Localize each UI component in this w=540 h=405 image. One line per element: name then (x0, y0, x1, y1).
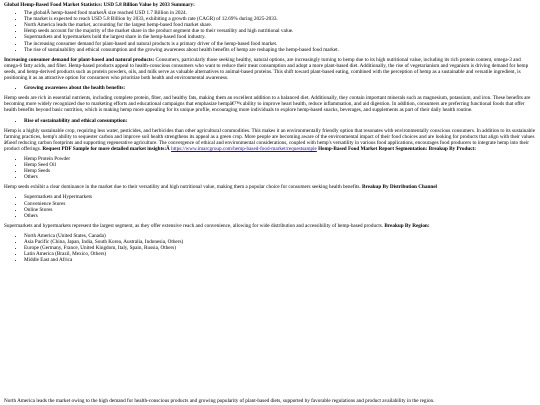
list-item: • The market is expected to reach USD 5.8 Billion by 2033, exhibiting a growth rate (CAGR) of 12.69% during 2025-2033. (24, 16, 536, 22)
product-note-paragraph (4, 184, 536, 190)
health-subhead (4, 85, 536, 91)
list-item: • North America leads the market, accounting for the largest hemp-based food market share. (24, 22, 536, 28)
list-item: • Middle East and Africa (24, 257, 536, 263)
region-list (4, 233, 536, 263)
sustain-body: Hemp is a highly sustainable crop, requiring less water, pesticides, and herbicides than other agricultural commodities. This makes it an environmentally friendly option that resonates with environmentally conscious consumers. In addition to its sustainable farming practices, hemp's ability to sequester carbon and improve soil health strengthens its appeal as a green crop. More people are becoming aware of the environmental impact of their food choices and are looking for products that align with their values â€œof reducing carbon footprints and supporting regenerative agriculture. The convergence of ethical and environmental considerations, coupled with hemp's versatility in various food applications, encourages food producers to integrate hemp into their product offerings. (4, 127, 536, 152)
list-item: • Others (24, 174, 536, 180)
health-body: Hemp seeds are rich in essential nutrients, including complete protein, fiber, and healthy fats, making them an excellent addition to a balanced diet. Additionally, they contain important minerals such as magnesium, potassium, and iron. These benefits are becoming more widely recognized due to marketing efforts and educational campaigns that emphasize hempâ€™s ability to improve heart health, reduce inflammation, and aid digestion. In addition, consumers are preferring functional foods that offer health benefits beyond basic nutrition, which is making hemp more appealing for its unique profile, encouraging more individuals to explore hemp-based snacks, beverages, and supplements as part of their daily health routine. (4, 95, 531, 114)
list-item: • Convenience Stores (24, 201, 536, 207)
list-item: • Asia Pacific (China, Japan, India, South Korea, Australia, Indonesia, Others) (24, 239, 536, 245)
list-item: • Others (24, 213, 536, 219)
list-item: • Europe (Germany, France, United Kingdom, Italy, Spain, Russia, Others) (24, 245, 536, 251)
list-item: • Hemp Seeds (24, 168, 536, 174)
product-list (4, 156, 536, 180)
list-item: • The rise of sustainability and ethical consumption and the growing awareness about health benefits of hemp are reshaping the hemp-based food market. (24, 47, 536, 53)
channel-list (4, 194, 536, 218)
sample-label: Request PDF Sample for more detailed market insights:Â (42, 145, 172, 152)
list-item: • North America (United States, Canada) (24, 233, 536, 239)
region-heading: Breakup By Region: (384, 222, 430, 229)
list-item: • Hemp Seed Oil (24, 162, 536, 168)
request-sample-link[interactable]: https://www.imarcgroup.com/hemp-based-food-market/requestsample (171, 145, 317, 152)
demand-body: Consumers, particularly those seeking healthy, natural options, are increasingly turning to hemp due to its high nutritional value, including its rich protein content, omega-3 and omega-6 fatty acids, and fiber. Hemp-based products appeal to health-conscious consumers who want to reduce their meat consumption and adopt a more plant-based diet. Additionally, the rise of vegetarianism and veganism is driving demand for hemp seeds, and hemp-derived products such as protein powders, oils, and milk serve as valuable alternatives to animal-based proteins. This shift toward plant-based eating, combined with the perception of hemp as a sustainable and versatile ingredient, is positioning it as an attractive option for consumers who prioritize both health and environmental awareness. (4, 56, 529, 82)
list-item: • Supermarkets and Hypermarkets (24, 194, 536, 200)
sustain-heading: • Rise of sustainability and ethical consumption: (24, 118, 536, 124)
list-item: • Online Stores (24, 207, 536, 213)
product-note: Hemp seeds exhibit a clear dominance in the market due to their versatility and high nutritional value, making them a popular choice for consumers seeking health benefits. (4, 184, 362, 191)
segmentation-heading: Hemp-Based Food Market Report Segmentation: Breakup By Product: (316, 145, 477, 152)
channel-heading: Breakup By Distribution Channel (361, 184, 437, 191)
summary-title: Global Hemp-Based Food Market Statistics: USD 5.8 Billion Value by 2033 Summary: (4, 2, 195, 8)
channel-note: Supermarkets and hypermarkets represent the largest segment, as they offer extensive reach and convenience, allowing for wide distribution and accessibility of hemp-based products. (4, 222, 385, 229)
demand-paragraph (4, 57, 536, 81)
summary-list (4, 10, 536, 53)
health-heading: • Growing awareness about the health benefits: (24, 85, 536, 91)
list-item: • The globalÂ hemp-based food marketÂ size reached USD 1.7 Billion in 2024. (24, 10, 536, 16)
list-item: • Supermarkets and hypermarkets hold the largest share in the hemp-based food industry. (24, 34, 536, 40)
sustain-subhead (4, 118, 536, 124)
demand-heading: Increasing consumer demand for plant-based and natural products: (4, 56, 155, 63)
sustain-paragraph (4, 128, 536, 152)
list-item: • Hemp seeds account for the majority of the market share in the product segment due to their versatility and high nutritional value. (24, 28, 536, 34)
clipped-footer-line: North America leads the market owing to the high demand for health-conscious products and growing popularity of plant-based diets, supported by favorable regulations and product availability in the region. (4, 398, 435, 404)
channel-note-paragraph (4, 223, 536, 229)
list-item: • Latin America (Brazil, Mexico, Others) (24, 251, 536, 257)
list-item: • Hemp Protein Powder (24, 156, 536, 162)
list-item: • The increasing consumer demand for plant-based and natural products is a primary driver of the hemp-based food market. (24, 41, 536, 47)
